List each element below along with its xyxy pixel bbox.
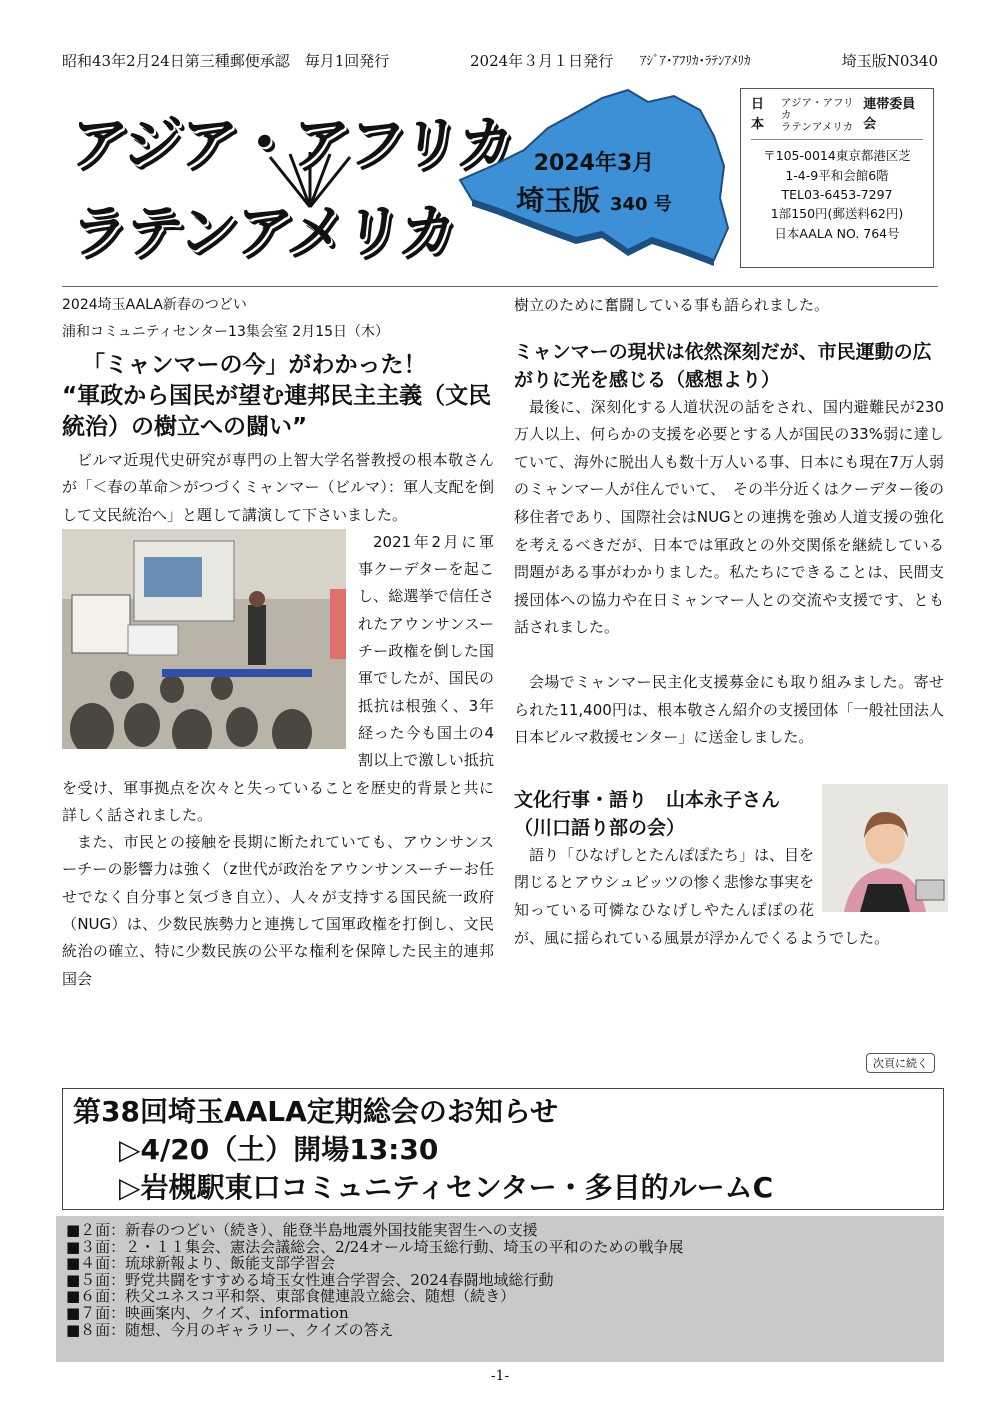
price: 1部150円(郵送料62円) — [770, 206, 904, 222]
general-meeting-notice — [62, 1088, 944, 1210]
contents-item: ■３面：２・１１集会、憲法会議総会、2/24オール埼玉総行動、埼玉の平和のための戦争展 — [66, 1237, 684, 1256]
publisher-org — [751, 95, 923, 140]
header-strip — [62, 50, 938, 74]
storyteller-photo — [822, 784, 948, 912]
address: 1-4-9平和会館6階 — [785, 167, 889, 183]
contents-item: ■２面：新春のつどい（続き）、能登半島地震外国技能実習生への支援 — [66, 1221, 538, 1239]
org-mid — [781, 97, 857, 133]
publisher-info-box — [740, 88, 934, 268]
header-divider — [62, 286, 938, 287]
map-date: 2024年3月 — [533, 151, 655, 176]
article-headline — [62, 350, 494, 443]
telephone: TEL03-6453-7297 — [781, 187, 893, 203]
map-issue: 340 号 — [609, 194, 672, 215]
culture-section — [514, 786, 944, 952]
postal-code: 〒105-0014東京都港区芝 — [763, 148, 911, 164]
org-mid-2: ラテンアメリカ — [780, 121, 854, 134]
contents-item: ■７面：映画案内、クイズ、information — [66, 1303, 349, 1322]
event-place: 浦和コミュニティセンター13集会室 2月15日（木） — [62, 324, 390, 340]
map-label — [504, 146, 684, 219]
org-short-name: ｱｼﾞｱ･ｱﾌﾘｶ･ﾗﾃﾝｱﾒﾘｶ — [640, 54, 751, 69]
aala-number: 日本AALA NO. 764号 — [774, 225, 900, 241]
table-of-contents — [56, 1216, 944, 1362]
org-left: 日本 — [751, 97, 765, 133]
event-title: 2024埼玉AALA新春のつどい — [62, 297, 247, 313]
paragraph-coup: 2021年2月に軍事クーデターを起こし、総選挙で信任されたアウンサンスーチー政権を倒した国軍でしたが、国民の抵抗は根強く、3年経った今も国土の4割以上で激しい抵抗を受け、軍事拠点を次々と失っていることを歴史的背景と共に詳しく話されました。 — [62, 532, 494, 824]
headline-line-1: 「ミャンマーの今」がわかった！ — [82, 352, 427, 378]
org-right: 連帯委員会 — [863, 97, 916, 133]
notice-date: ▷4/20（土）開場13:30 — [119, 1133, 439, 1166]
paragraph-continued: 樹立のために奮闘している事も語られました。 — [514, 296, 830, 314]
org-mid-1: アジア・アフリカ — [780, 97, 854, 122]
subheading-situation: ミャンマーの現状は依然深刻だが、市民運動の広がりに光を感じる（感想より） — [514, 340, 932, 391]
lecture-photo — [62, 529, 346, 749]
contents-item: ■５面：野党共闘をすすめる埼玉女性連合学習会、2024春闘地域総行動 — [66, 1270, 554, 1289]
edition-number: 埼玉版N0340 — [841, 52, 938, 70]
subheading-culture: 文化行事・語り 山本永子さん（川口語り部の会） — [514, 788, 781, 839]
masthead-line-1: アジア・アフリカ — [65, 109, 516, 177]
contents-item: ■４面：琉球新報より、飯能支部学習会 — [66, 1254, 336, 1273]
continued-next-page: 次頁に続く — [866, 1053, 935, 1073]
issue-date: 2024年３月１日発行 — [470, 52, 614, 70]
article-left-column — [62, 292, 494, 993]
article-right-column — [514, 292, 960, 952]
notice-place: ▷岩槻駅東口コミュニティセンター・多目的ルームC — [119, 1171, 774, 1204]
contents-item: ■８面：随想、今月のギャラリー、クイズの答え — [66, 1320, 394, 1339]
paragraph-nug: また、市民との接触を長期に断たれていても、アウンサンスーチーの影響力は強く（z世代が政治をアウンサンスーチーお任せでなく自分事と気づき自立）、人々が支持する国民統一政府（NUG）は、少数民族勢力と連携して国軍政権を打倒し、文民統治の確立、特に少数民族の公平な権利を保障した民主的連邦国会 — [62, 833, 494, 988]
postal-permit: 昭和43年2月24日第三種郵便承認 毎月1回発行 — [62, 52, 390, 70]
notice-title: 第38回埼玉AALA定期総会のお知らせ — [73, 1095, 558, 1128]
paragraph-intro: ビルマ近現代史研究が専門の上智大学名誉教授の根本敬さんが「＜春の革命＞がつづくミャンマー（ビルマ）：軍人支配を倒して文民統治へ」と題して講演して下さいました。 — [62, 451, 494, 524]
paragraph-donation: 会場でミャンマー民主化支援募金にも取り組みました。寄せられた11,400円は、根本敬さん紹介の支援団体「一般社団法人 日本ビルマ救援センター」に送金しました。 — [514, 672, 960, 747]
contents-item: ■６面：秩父ユネスコ平和祭、東部食健連設立総会、随想（続き） — [66, 1287, 516, 1306]
map-edition — [504, 179, 684, 219]
paragraph-humanitarian: 最後に、深刻化する人道状況の話をされ、国内避難民が230万人以上、何らかの支援を必要とする人が国民の33%弱に達していて、海外に脱出人も数十万人いる事、日本にも現在7万人弱のミャンマー人が住んでいて、 その半分近くはクーデター後の移住者であり、国際社会はNUGとの連携を強め人道支援の強化を考えるべきだが、日本では軍政との外交関係を継続している問題がある事がわかりました。私たちにできることは、民間支援団体への協力や在日ミャンマー人との交流や支援です、とも話されました。 — [514, 397, 944, 637]
masthead-line-2: ラテンアメリカ — [65, 197, 459, 265]
headline-line-2: “軍政から国民が望む連邦民主主義（文民統治）の樹立への闘い” — [62, 383, 492, 440]
masthead-logo — [65, 92, 516, 272]
page-number: -1- — [490, 1368, 510, 1384]
map-edition-name: 埼玉版 — [516, 184, 601, 217]
paragraph-story: 語り「ひなげしとたんぽぽたち」は、目を閉じるとアウシュビッツの惨く悲惨な事実を知っている可憐なひなげしやたんぽぽの花が、風に揺られている風景が浮かんでくるようでした。 — [514, 845, 890, 947]
